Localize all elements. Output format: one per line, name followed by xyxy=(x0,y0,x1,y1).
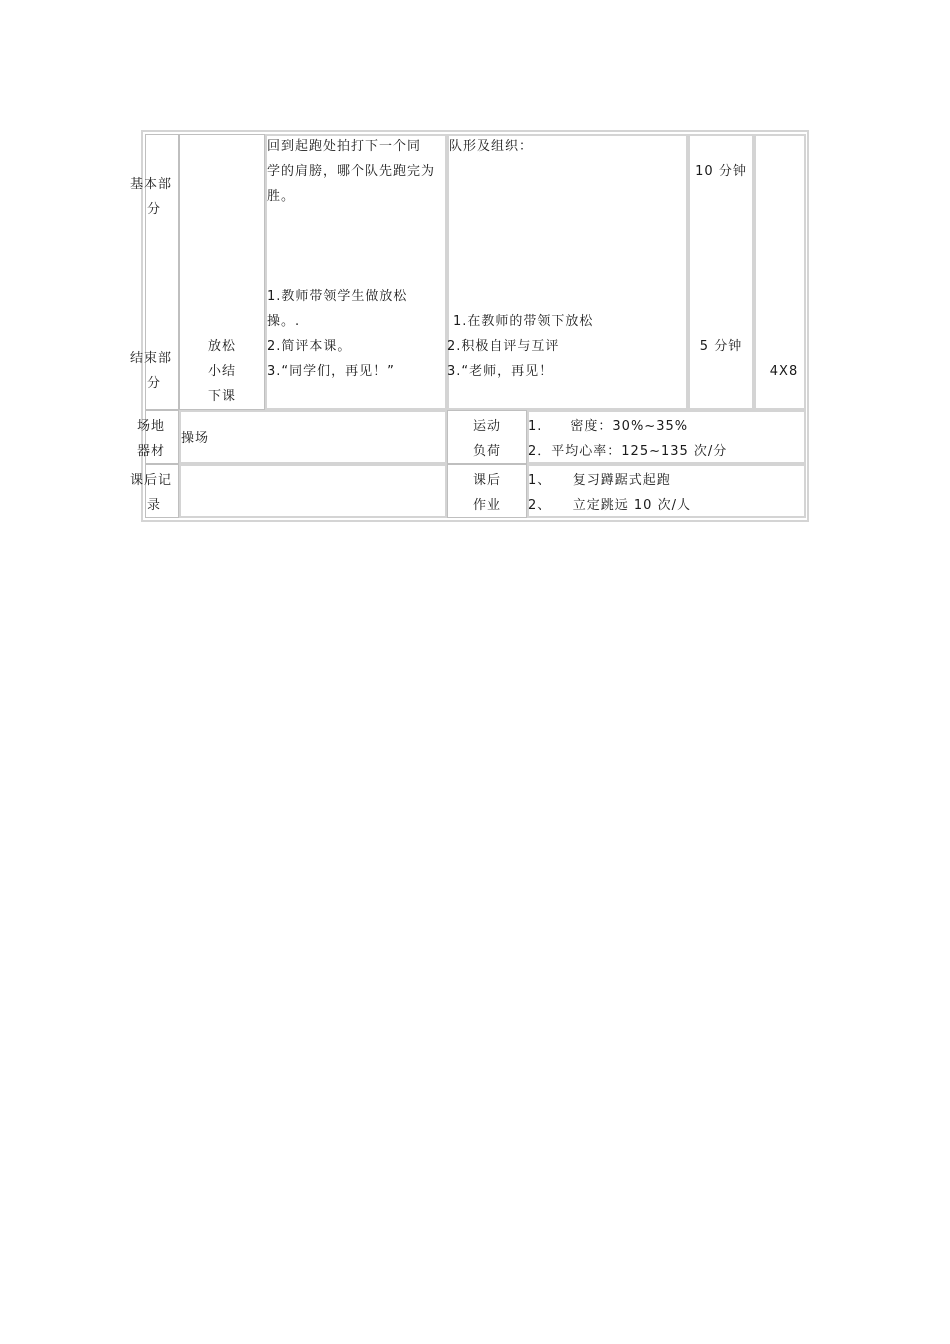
end-section-label-2: 分 xyxy=(147,376,162,391)
record-label-1: 课后记 xyxy=(130,473,173,488)
teacher-line-2: 操。. xyxy=(267,314,301,329)
load-line-1: 1. 密度：30%~35% xyxy=(528,419,689,434)
venue-value: 操场 xyxy=(181,431,210,446)
load-label-2: 负荷 xyxy=(472,444,501,459)
load-line-2: 2．平均心率：125~135 次/分 xyxy=(528,444,728,459)
record-label-2: 录 xyxy=(147,498,162,513)
basic-method-line-2: 学的肩膀，哪个队先跑完为 xyxy=(267,164,436,179)
basic-method-line-1: 回到起跑处拍打下一个同 xyxy=(267,139,422,154)
basic-section-label-1: 基本部 xyxy=(130,177,173,192)
homework-line-2: 2、 立定跳远 10 次/人 xyxy=(528,498,691,513)
teacher-line-4: 3.“同学们，再见！” xyxy=(267,364,395,379)
venue-value-cell xyxy=(179,410,447,464)
load-label-1: 运动 xyxy=(472,419,501,434)
student-line-2: 2.积极自评与互评 xyxy=(447,339,560,354)
homework-line-1: 1、 复习蹲踞式起跑 xyxy=(528,473,671,488)
end-section-label-1: 结束部 xyxy=(130,351,173,366)
end-content-line-3: 下课 xyxy=(207,389,236,404)
venue-label-2: 器材 xyxy=(137,444,166,459)
venue-label-1: 场地 xyxy=(137,419,166,434)
end-time: 5 分钟 xyxy=(699,339,743,354)
homework-label-1: 课后 xyxy=(472,473,501,488)
basic-time: 10 分钟 xyxy=(695,164,747,179)
end-count: 4X8 xyxy=(769,364,799,379)
student-line-3: 3.“老师，再见！ xyxy=(447,364,554,379)
student-line-1: 1.在教师的带领下放松 xyxy=(453,314,594,329)
homework-label-2: 作业 xyxy=(472,498,501,513)
end-content-line-2: 小结 xyxy=(207,364,236,379)
basic-section-label-2: 分 xyxy=(147,202,162,217)
teacher-line-3: 2.简评本课。 xyxy=(267,339,352,354)
basic-method-line-3: 胜。 xyxy=(267,189,296,204)
formation-label: 队形及组织： xyxy=(449,139,534,154)
end-content-line-1: 放松 xyxy=(207,339,236,354)
teacher-line-1: 1.教师带领学生做放松 xyxy=(267,289,408,304)
record-value-cell xyxy=(179,464,447,518)
